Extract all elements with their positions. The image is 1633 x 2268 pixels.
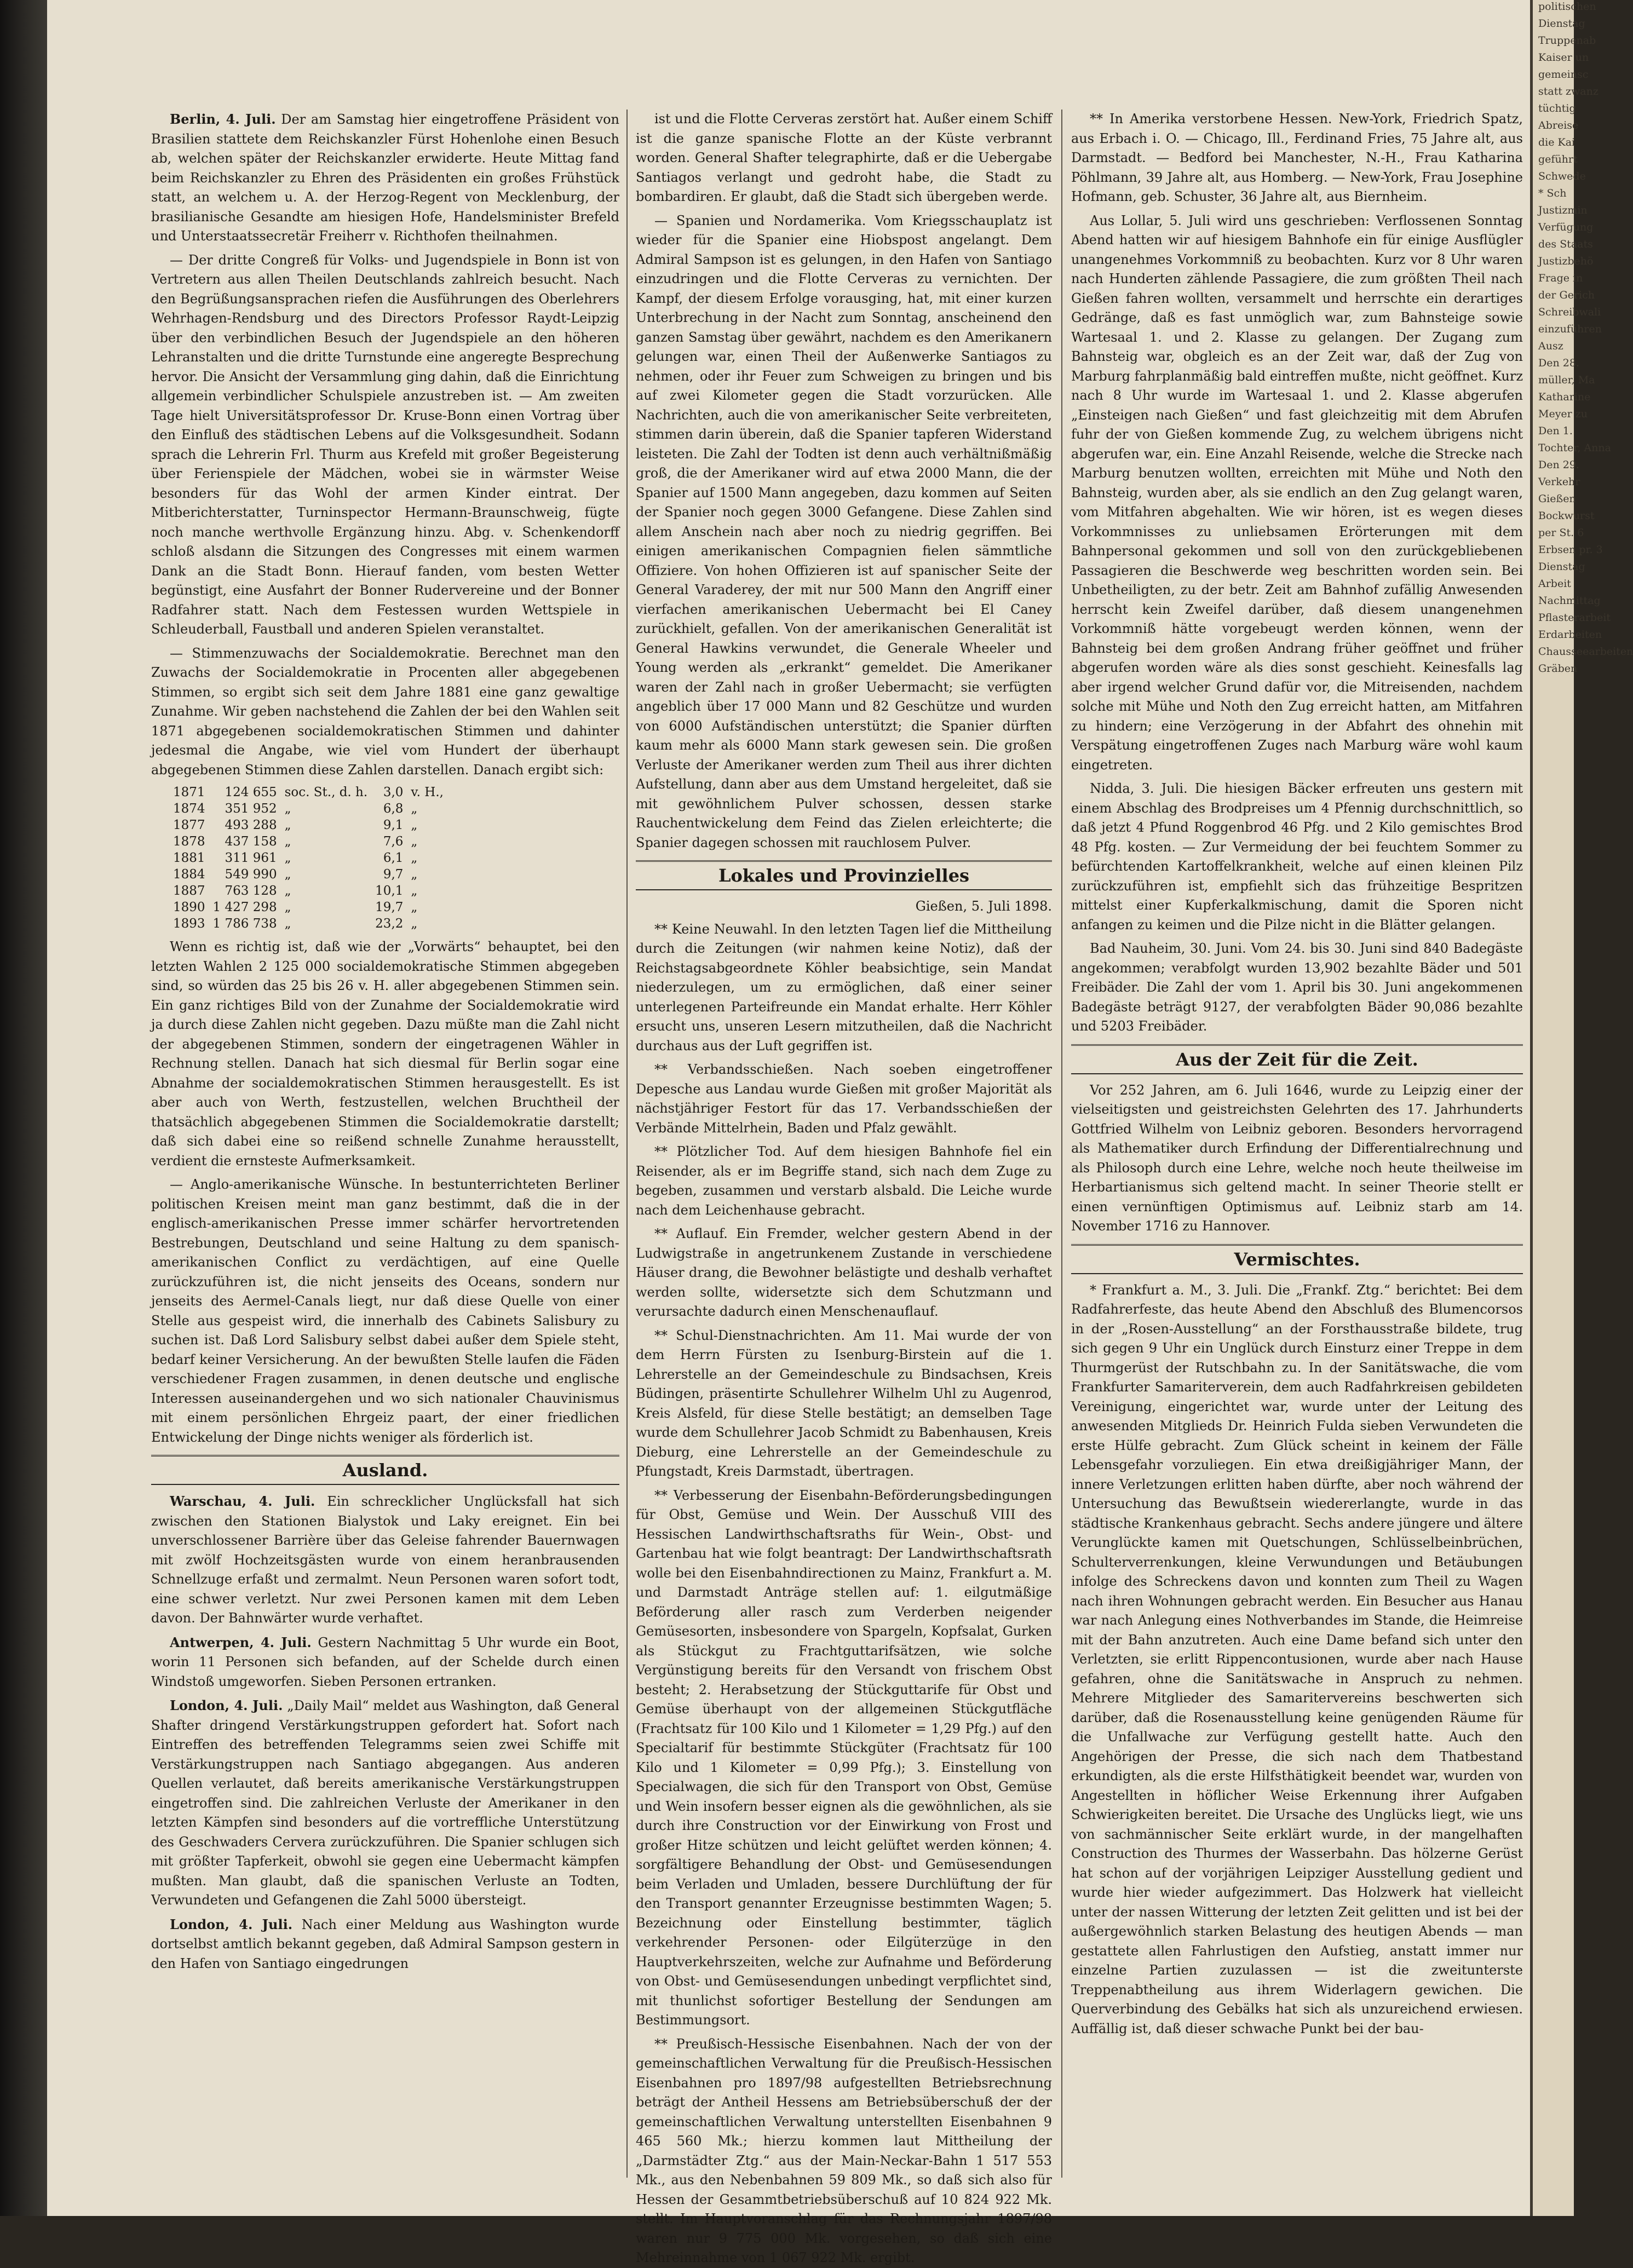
table-cell: 6,1 — [383, 851, 404, 865]
table-cell: 1887 — [173, 884, 205, 898]
table-row — [173, 883, 451, 899]
table-cell: „ — [284, 818, 291, 832]
table-cell: „ — [284, 867, 291, 882]
table-cell: 1 786 738 — [212, 917, 277, 931]
article-text: Gestern Nachmittag 5 Uhr wurde ein Boot, worin 11 Personen sich befanden, auf der Schelde durch einen Windstoß umgeworfen. Sieben Personen ertranken. — [151, 1634, 619, 1689]
adjacent-fragment: Pflasterarbeit — [1538, 612, 1611, 624]
adjacent-fragment: politischen — [1538, 1, 1596, 13]
adjacent-fragment: tüchtig — [1538, 102, 1576, 114]
article-lollar: Aus Lollar, 5. Juli wird uns geschrieben: Verflossenen Sonntag Abend hatten wir auf hiesigem Bahnhofe ein für einige Ausflügler unangenehmes Vorkommniß zu beobachten. Kurz vor 8 Uhr waren nach Hunderten zählende Passagiere, die zum größten Theil nach Gießen fahren wollten, versammelt und herrschte ein derartiges Gedränge, daß es fast unmöglich war, zum Bahnsteige sowie Wartesaal 1. und 2. Klasse zu gelangen. Der Zugang zum Bahnsteig war, obgleich es an der Zeit war, daß der Zug von Marburg fahrplanmäßig bald eintreffen mußte, nicht geöffnet. Kurz nach 8 Uhr wurde im Wartesaal 1. und 2. Klasse abgerufen „Einsteigen nach Gießen“ und fast gleichzeitig mit dem Abrufen fuhr der von Gießen kommende Zug, zu welchem übrigens nicht abgerufen war, ein. Eine Anzahl Reisende, welche die Strecke nach Marburg benutzen wollten, erreichten mit Mühe und Noth den Bahnsteig, wurden aber, als sie endlich an den Zug gelangt waren, vom Mitfahren abgehalten. Wie wir hören, ist es wegen dieses Vorkommnisses zu unliebsamen Erörterungen mit dem Bahnpersonal gekommen und soll von den zurückgebliebenen Passagieren die Beschwerde weg beschritten worden sein. Bei Unbetheiligten, zu der betr. Zeit am Bahnhof zufällig Anwesenden herrscht kein Zweifel darüber, daß diesem unangenehmen Vorkommniß hätte vorgebeugt werden können, wenn der Bahnsteig bei dem großen Andrang früher geöffnet und früher abgerufen worden wäre als dies sonst geschieht. Keinesfalls lag aber irgend welcher Grund dafür vor, die Mitreisenden, nachdem solche mit Mühe und Noth den Zug erreicht hatten, am Mitfahren zu hindern; eine Verzögerung in der Abfahrt des ohnehin mit Verspätung eingetroffenen Zuges nach Marburg wäre wohl kaum eingetreten. — [1071, 212, 1523, 773]
table-cell: 763 128 — [225, 884, 277, 898]
article-warschau — [151, 1492, 619, 1628]
table-cell: 1893 — [173, 917, 205, 931]
table-cell: „ — [411, 818, 418, 832]
adjacent-fragment: Den 28. — [1538, 357, 1579, 369]
article-leibniz: Vor 252 Jahren, am 6. Juli 1646, wurde zu Leipzig einer der vielseitigsten und geistreichsten Gelehrten des 17. Jahrhunderts Gottfried Wilhelm von Leibniz geboren. Besonders hervorragend als Mathematiker durch Erfindung der Differentialrechnung und als Philosoph durch eine Lehre, welche noch heute theilweise im Herbartianismus sich geltend macht. In seiner Theorie stellt er einen vernünftigen Optimismus auf. Leibniz starb am 14. November 1716 zu Hannover. — [1071, 1082, 1523, 1234]
adjacent-fragment: * Sch — [1538, 187, 1567, 199]
adjacent-fragment: Den 1. — [1538, 425, 1573, 437]
local-auflauf: ** Auflauf. Ein Fremder, welcher gestern Abend in der Ludwigstraße in angetrunkenem Zustande in verschiedene Häuser drang, die Bewohner belästigte und deshalb verhaftet werden sollte, widersetzte sich dem Schutzmann und verursachte dadurch einen Menschenauflauf. — [636, 1226, 1052, 1319]
article-nidda: Nidda, 3. Juli. Die hiesigen Bäcker erfreuten uns gestern mit einem Abschlag des Brodpreises um 4 Pfennig durchschnittlich, so daß jetzt 4 Pfund Roggenbrod 46 Pfg. und 2 Kilo gemischtes Brod 48 Pfg. kosten. — Zur Vermeidung der bei feuchtem Sommer zu befürchtenden Kartoffelkrankheit, welche auf einen kleinen Pilz zurückzuführen ist, empfiehlt sich das frühzeitige Bespritzen mittelst einer Kupferkalkmischung, damit die Sporen nicht anfangen zu keimen und die Pilze nicht in die Blätter gelangen. — [1071, 781, 1523, 932]
table-cell: „ — [284, 802, 291, 816]
table-cell: 1877 — [173, 818, 205, 832]
column-3 — [1071, 110, 1523, 2183]
column-1 — [151, 110, 619, 2183]
table-cell: „ — [411, 867, 418, 882]
section-dateline: Gießen, 5. Juli 1898. — [915, 899, 1052, 914]
table-cell: 1881 — [173, 851, 205, 865]
adjacent-fragment: Justizmin — [1538, 204, 1588, 216]
adjacent-fragment: Erbsen pr. 3 — [1538, 544, 1603, 556]
adjacent-fragment: Katharine — [1538, 391, 1591, 403]
article-anglo: — Anglo-amerikanische Wünsche. In bestunterrichteten Berliner politischen Kreisen meint man ganz bestimmt, daß die in der englisch-amerikanischen Presse immer schärfer hervortretenden Bestrebungen, Deutschland und seine Haltung zu dem spanisch-amerikanischen Conflict zu verdächtigen, auf eine Quelle zurückzuführen ist, die nicht jenseits des Oceans, sondern nur jenseits des Aermel-Canals liegt, nur daß diese Quelle von einer Stelle aus gespeist wird, die innerhalb des Cabinets Salisbury zu suchen ist. Daß Lord Salisbury selbst dabei außer dem Spiele steht, bedarf keiner Versicherung. An der bewußten Stelle laufen die Fäden verschiedener Fragen zusammen, in denen deutsche und englische Interessen auseinandergehen und wo sich nationaler Chauvinismus mit einem persönlichen Ehrgeiz paart, der einer friedlichen Entwickelung der Dinge nichts weniger als förderlich ist. — [151, 1177, 619, 1445]
adjacent-fragment: Kaiser un — [1538, 51, 1589, 64]
article-text: Ein schrecklicher Unglücksfall hat sich zwischen den Stationen Bialystok und Laky ereignet. Ein bei unverschlossener Barrière über das Geleise fahrender Bauernwagen mit zwölf Hochzeitsgästen wurde von einem heranbrausenden Schnellzuge erfaßt und zermalmt. Neun Personen waren sofort todt, eine schwer verletzt. Nur zwei Personen kamen mit dem Leben davon. Der Bahnwärter wurde verhaftet. — [151, 1494, 619, 1626]
table-row — [173, 916, 451, 932]
adjacent-fragment: die Kai — [1538, 136, 1576, 148]
table-cell: 19,7 — [375, 900, 404, 914]
table-row — [173, 899, 451, 916]
adjacent-fragment: Gießen — [1538, 493, 1576, 505]
table-cell: 6,8 — [383, 802, 404, 816]
table-cell: 1884 — [173, 867, 205, 882]
section-heading-lokales: Lokales und Provinzielles — [636, 860, 1052, 890]
column-2 — [636, 110, 1052, 2265]
table-row — [173, 817, 451, 833]
adjacent-fragment: Ausz — [1538, 340, 1563, 352]
table-cell: „ — [411, 900, 418, 914]
local-eisenbahn-obst: ** Verbesserung der Eisenbahn-Beförderungsbedingungen für Obst, Gemüse und Wein. Der Ausschuß VIII des Hessischen Landwirthschaftsraths für Wein-, Obst- und Gartenbau hat wie folgt beantragt: Der Landwirthschaftsrath wolle bei den Eisenbahndirectionen zu Mainz, Frankfurt a. M. und Darmstadt Anträge stellen auf: 1. eilgutmäßige Beförderung aller rasch zum Verderben neigender Gemüsesorten, insbesondere von Spargeln, Kopfsalat, Gurken als Stückgut zu Frachtguttarifsätzen, wie solche Vergünstigung bereits für den Versandt von frischem Obst besteht; 2. Herabsetzung der Stückguttarife für Obst und Gemüse überhaupt von der allgemeinen Stückgutfläche (Frachtsatz für 100 Kilo und 1 Kilometer = 1,29 Pfg.) auf den Specialtarif für bestimmte Stückgüter (Frachtsatz für 100 Kilo und 1 Kilometer = 0,99 Pfg.); 3. Einstellung von Specialwagen, die sich für den Transport von Obst, Gemüse und Wein insofern besser eignen als die gewöhnlichen, als sie durch ihre Construction vor der Einwirkung von Frost und großer Hitze schützen und leicht gelüftet werden können; 4. sorgfältigere Behandlung der Obst- und Gemüsesendungen beim Verladen und Umladen, bessere Durchlüftung der für den Transport genannter Erzeugnisse bestimmten Wagen; 5. Bezeichnung oder Einstellung bestimmter, täglich verkehrender Personen- oder Eilgüterzüge in den Hauptverkehrszeiten, welche zur Aufnahme und Beförderung von Obst- und Gemüsesendungen unbedingt verpflichtet sind, mit thunlichst sofortiger Bestellung der Sendungen am Bestimmungsort. — [636, 1487, 1052, 2028]
table-cell: soc. St., d. h. — [284, 785, 368, 799]
adjacent-fragment: Meyer zu — [1538, 408, 1588, 420]
table-row — [173, 833, 451, 850]
section-heading-zeit: Aus der Zeit für die Zeit. — [1071, 1044, 1523, 1074]
local-ploetzlicher-tod: ** Plötzlicher Tod. Auf dem hiesigen Bahnhofe fiel ein Reisender, als er im Begriffe stand, sich nach dem Zuge zu begeben, zusammen und verstarb alsbald. Die Leiche wurde nach dem Leichenhause gebracht. — [636, 1144, 1052, 1218]
dateline: Antwerpen, 4. Juli. — [170, 1634, 312, 1650]
table-cell: 23,2 — [375, 917, 404, 931]
adjacent-fragment: einzuführen — [1538, 323, 1602, 335]
article-london-1 — [151, 1696, 619, 1910]
adjacent-page-edge — [1530, 0, 1633, 2216]
table-cell: „ — [284, 900, 291, 914]
adjacent-fragment: müller, Ma — [1538, 374, 1595, 386]
dateline: London, 4. Juli. — [170, 1697, 283, 1713]
adjacent-fragment: Schwede — [1538, 170, 1586, 182]
adjacent-fragment: Bockwurst — [1538, 510, 1595, 522]
article-vorwaerts: Wenn es richtig ist, daß wie der „Vorwärts“ behauptet, bei den letzten Wahlen 2 125 000 socialdemokratische Stimmen abgegeben sind, so würden das 25 bis 26 v. H. aller abgegebenen Stimmen sein. Ein ganz richtiges Bild von der Zunahme der Socialdemokratie wird ja durch diese Zahlen nicht gegeben. Dazu müßte man die Zahl nicht der abgegebenen Stimmen, sondern der eingetragenen Wähler in Rechnung stellen. Danach hat sich diesmal für Berlin sogar eine Abnahme der socialdemokratischen Stimmen herausgestellt. Es ist aber auch von Werth, festzustellen, welchen Bruchtheil der thatsächlich abgegebenen Stimmen die Socialdemokratie darstellt; daß sich dabei eine so reißend schnelle Zunahme herausstellt, verdient die ernsteste Aufmerksamkeit. — [151, 939, 619, 1168]
local-preussisch-hessisch: ** Preußisch-Hessische Eisenbahnen. Nach der von der gemeinschaftlichen Verwaltung für die Preußisch-Hessischen Eisenbahnen pro 1897/98 aufgestellten Betriebsrechnung beträgt der Antheil Hessens am Betriebsüberschuß der der gemeinschaftlichen Verwaltung unterstellten Eisenbahnen 9 465 560 Mk.; hierzu kommen laut Mittheilung der „Darmstädter Ztg.“ aus der Main-Neckar-Bahn 1 517 553 Mk., aus den Nebenbahnen 59 809 Mk., so daß sich also für Hessen der Gesammtbetriebsüberschuß auf 10 824 922 Mk. stellt. Im Hauptvoranschlag für das Rechnungsjahr 1897/98 waren nur 9 775 000 Mk. vorgesehen, so daß sich eine Mehreinnahme von 1 067 922 Mk. ergibt. — [636, 2036, 1052, 2265]
adjacent-fragment: Abreise — [1538, 119, 1579, 131]
local-keine-neuwahl: ** Keine Neuwahl. In den letzten Tagen lief die Mittheilung durch die Zeitungen (wir nahmen keine Notiz), daß der Reichstagsabgeordnete Köhler beabsichtige, sein Mandat niederzulegen, um zu ermöglichen, daß einer seiner unterlegenen Parteifreunde ein Mandat erhalte. Herr Köhler ersucht uns, unseren Lesern mitzutheilen, daß die Nachricht durchaus aus der Luft gegriffen ist. — [636, 921, 1052, 1054]
adjacent-fragment: Justizbehö — [1538, 255, 1594, 267]
section-heading-vermischtes: Vermischtes. — [1071, 1244, 1523, 1274]
adjacent-fragment: Dienstag — [1538, 18, 1585, 30]
votes-table — [173, 784, 451, 932]
adjacent-fragment: Truppenab — [1538, 34, 1596, 47]
article-text: Nach einer Meldung aus Washington wurde dortselbst amtlich bekannt gegeben, daß Admiral Sampson gestern in den Hafen von Santiago eingedrungen — [151, 1916, 619, 1971]
table-cell: 124 655 — [225, 785, 277, 799]
adjacent-fragment: der Gerich — [1538, 289, 1595, 301]
local-schul-dienst: ** Schul-Dienstnachrichten. Am 11. Mai wurde der von dem Herrn Fürsten zu Isenburg-Birstein auf die 1. Lehrerstelle an der Gemeindeschule zu Bindsachsen, Kreis Büdingen, präsentirte Schullehrer Wilhelm Uhl zu Augenrod, Kreis Alsfeld, für diese Stelle bestätigt; an demselben Tage wurde dem Schullehrer Jacob Schmidt zu Babenhausen, Kreis Dieburg, eine Lehrerstelle an der Gemeindeschule zu Pfungstadt, Kreis Darmstadt, übertragen. — [636, 1327, 1052, 1479]
adjacent-fragment: Gräben — [1538, 663, 1578, 675]
table-cell: v. H., — [411, 785, 444, 799]
adjacent-fragment: Verfügung — [1538, 221, 1594, 233]
table-cell: „ — [411, 851, 418, 865]
adjacent-fragment: Erdarbeiten — [1538, 629, 1602, 641]
table-cell: 311 961 — [225, 851, 277, 865]
adjacent-fragment: gemeinsc — [1538, 68, 1589, 80]
adjacent-fragment: Nachmittag — [1538, 595, 1601, 607]
table-cell: „ — [411, 802, 418, 816]
article-antwerpen — [151, 1633, 619, 1692]
table-row — [173, 850, 451, 866]
table-row — [173, 801, 451, 817]
table-cell: „ — [411, 917, 418, 931]
article-socialdemokratie: — Stimmenzuwachs der Socialdemokratie. Berechnet man den Zuwachs der Socialdemokratie in Procenten aller abgegebenen Stimmen, so ergibt sich seit dem Jahre 1881 eine ganz gewaltige Zunahme. Wir geben nachstehend die Zahlen der bei den Wahlen seit 1871 abgegebenen socialdemokratischen Stimmen und dahinter jedesmal die Angabe, wie viel vom Hundert der überhaupt abgegebenen Stimmen diese Zahlen darstellen. Danach ergibt sich: — [151, 645, 619, 778]
table-cell: „ — [411, 834, 418, 849]
adjacent-fragment: Arbeit — [1538, 578, 1571, 590]
adjacent-fragment: des Staats — [1538, 238, 1593, 250]
table-row — [173, 784, 451, 801]
table-cell: 1890 — [173, 900, 205, 914]
table-cell: 493 288 — [225, 818, 277, 832]
table-cell: „ — [284, 884, 291, 898]
adjacent-fragment: Chausseearbeiten — [1538, 646, 1633, 658]
newspaper-page — [47, 0, 1633, 2265]
table-cell: 1871 — [173, 785, 205, 799]
adjacent-fragment: per St. 6 — [1538, 527, 1584, 539]
article-berlin-1 — [151, 110, 619, 246]
adjacent-fragment: Tochter, Anna — [1538, 442, 1611, 454]
dateline: Warschau, 4. Juli. — [170, 1493, 315, 1509]
table-cell: 437 158 — [225, 834, 277, 849]
table-cell: 549 990 — [225, 867, 277, 882]
adjacent-fragment: geführt — [1538, 153, 1578, 165]
column-rule — [1061, 110, 1062, 2178]
article-bad-nauheim: Bad Nauheim, 30. Juni. Vom 24. bis 30. Juni sind 840 Badegäste angekommen; verabfolgt wurden 13,902 bezahlte Bäder und 501 Freibäder. Die Zahl der vom 1. April bis 30. Juni angekommenen Badegäste beträgt 9127, der verabfolgten Bäder 90,086 bezahlte und 5203 Freibäder. — [1071, 941, 1523, 1034]
table-cell: 9,1 — [383, 818, 404, 832]
dateline: Berlin, 4. Juli. — [170, 111, 276, 127]
article-amerika-hessen: ** In Amerika verstorbene Hessen. New-York, Friedrich Spatz, aus Erbach i. O. — Chicago, Ill., Ferdinand Fries, 75 Jahre alt, aus Darmstadt. — Bedford bei Manchester, N.-H., Frau Katharina Pöhlmann, 39 Jahre alt, aus Homberg. — New-York, Frau Josephine Hofmann, geb. Schuster, 36 Jahre alt, aus Biernheim. — [1071, 111, 1523, 204]
section-heading-ausland: Ausland. — [151, 1455, 619, 1485]
adjacent-fragment: Schreibwali — [1538, 306, 1601, 318]
table-cell: „ — [284, 851, 291, 865]
table-cell: 9,7 — [383, 867, 404, 882]
dateline: London, 4. Juli. — [170, 1916, 293, 1932]
table-cell: 1878 — [173, 834, 205, 849]
article-jugendspiele: — Der dritte Congreß für Volks- und Jugendspiele in Bonn ist von Vertretern aus allen Theilen Deutschlands zahlreich besucht. Nach den Begrüßungsansprachen riefen die Ausführungen des Oberlehrers Wehrhagen-Rendsburg und des Directors Professor Raydt-Leipzig über den verbindlichen Besuch der Jugendspiele an den höheren Lehranstalten und die dritte Turnstunde eine angeregte Besprechung hervor. Die Ansicht der Versammlung ging dahin, daß die Einrichtung allgemein verbindlicher Schulspiele anzustreben ist. — Am zweiten Tage hielt Universitätsprofessor Dr. Kruse-Bonn einen Vortrag über den Einfluß des städtischen Lebens auf die Volksgesundheit. Sodann sprach die Lehrerin Frl. Thurm aus Krefeld mit großer Begeisterung über Ferienspiele der Mädchen, wobei sie in wärmster Weise besonders für das Wohl der armen Kinder eintrat. Der Mitberichterstatter, Turninspector Hermann-Braunschweig, fügte noch manche werthvolle Ergänzung hinzu. Abg. v. Schenkendorff schloß alsdann die Sitzungen des Congresses mit einem warmen Dank an die Stadt Bonn. Hierauf fanden, vom besten Wetter begünstigt, eine Ausfahrt der Bonner Rudervereine und der Bonner Radfahrer statt. Nach dem Festessen wurden Wettspiele in Schleuderball, Faustball und anderen Spielen veranstaltet. — [151, 252, 619, 637]
book-spine — [0, 0, 47, 2216]
table-cell: 10,1 — [375, 884, 404, 898]
table-cell: 351 952 — [225, 802, 277, 816]
table-cell: 1 427 298 — [212, 900, 277, 914]
adjacent-page-text — [1533, 0, 1633, 676]
article-text: Der am Samstag hier eingetroffene Präsident von Brasilien stattete dem Reichskanzler Fürst Hohenlohe einen Besuch ab, welchen später der Reichskanzler erwiderte. Heute Mittag fand beim Reichskanzler zu Ehren des Präsidenten ein großes Frühstück statt, an welchem u. A. der Herzog-Regent von Mecklenburg, der brasilianische Gesandte am hiesigen Hofe, Handelsminister Brefeld und Unterstaatssecretär Freiherr v. Richthofen theilnahmen. — [151, 112, 619, 244]
article-frankfurt: * Frankfurt a. M., 3. Juli. Die „Frankf. Ztg.“ berichtet: Bei dem Radfahrerfeste, das heute Abend den Abschluß des Blumencorsos in der „Rosen-Ausstellung“ an der Forsthausstraße bildete, trug sich gegen 9 Uhr ein Unglück durch Einsturz einer Treppe in dem Thurmgerüst der Rutschbahn zu. In der Sanitätswache, die vom Frankfurter Samariterverein, dem auch Radfahrkreisen gebildeten Vereinigung, eingerichtet war, wurde unter der Leitung des anwesenden Mitglieds Dr. Heinrich Fulda sieben Verwundeten die erste Hülfe gebracht. Zum Glück scheint in keinem der Fälle Lebensgefahr vorzuliegen. Ein etwa dreißigjähriger Mann, der innere Verletzungen erlitten haben dürfte, aber noch während der Untersuchung das Bewußtsein wiedererlangte, wurde in das städtische Krankenhaus gebracht. Sechs andere jüngere und ältere Verunglückte kamen mit Quetschungen, Schlüsselbeinbrüchen, Schulterverrenkungen, kleine Verwundungen und Betäubungen infolge des Schreckens davon und konnten zum Theil zu Wagen nach ihren Wohnungen gebracht werden. Ein Besucher aus Hanau war nach Anlegung eines Nothverbandes im Stande, die Heimreise mit der Bahn anzutreten. Auch eine Dame befand sich unter den Verletzten, sie erlitt Rippencontusionen, wurde aber nach Hause gefahren, ohne die Sanitätswache in Anspruch zu nehmen. Mehrere Mitglieder des Samaritervereins beschwerten sich darüber, daß die Rosenausstellung keine genügenden Räume für die Unfallwache zur Verfügung gestellt hatte. Auch den Angehörigen der Presse, die sich nach dem Thatbestand erkundigten, als die erste Hilfsthätigkeit beendet war, wurden von Angestellten in höflicher Weise Erkennung ihrer Aufgaben Schwierigkeiten bereitet. Die Ursache des Unglücks liegt, wie uns von sachmännischer Seite erklärt wurde, in der mangelhaften Construction des Thurmes der Wasserbahn. Das hölzerne Gerüst hat schon auf der vorjährigen Leipziger Ausstellung gedient und wurde hier wieder aufgezimmert. Das Holzwerk hat vielleicht unter der nassen Witterung der letzten Zeit gelitten und ist bei der außergewöhnlich starken Belastung des heutigen Abends — man gestattete allen Fahrlustigen den Aufstieg, anstatt immer nur einzelne Partien zuzulassen — ist die zweitunterste Treppenabtheilung aus ihrem Widerlagern gewichen. Die Querverbindung des Gebälks hat sich als unzureichend erwiesen. Auffällig ist, daß dieser schwache Punkt bei der bau- — [1071, 1282, 1523, 2036]
table-cell: 7,6 — [383, 834, 404, 849]
table-cell: „ — [411, 884, 418, 898]
article-london-2 — [151, 1915, 619, 1974]
adjacent-fragment: Dienstag — [1538, 561, 1585, 573]
column-rule — [626, 110, 628, 2178]
adjacent-fragment: Den 29. — [1538, 459, 1579, 471]
article-spanien-nordamerika: — Spanien und Nordamerika. Vom Kriegsschauplatz ist wieder für die Spanier eine Hiobspost angelangt. Dem Admiral Sampson ist es gelungen, in den Hafen von Santiago einzudringen und die Flotte Cerveras zu vernichten. Der Kampf, der diesem Erfolge vorausging, hat, mit einer kurzen Unterbrechung in der Nacht zum Sonntag, anscheinend den ganzen Samstag über gewährt, nachdem es den Amerikanern gelungen war, einen Theil der Außenwerke Santiagos zu nehmen, oder ihr Feuer zum Schweigen zu bringen und bis auf zwei Kilometer gegen die Stadt vorzurücken. Alle Nachrichten, auch die von amerikanischer Seite verbreiteten, stimmen darin überein, daß die Spanier tapferen Widerstand leisteten. Die Zahl der Todten ist denn auch verhältnißmäßig groß, die der Amerikaner wird auf etwa 2000 Mann, die der Spanier auf 1500 Mann angegeben, dazu kommen auf Seiten der Spanier noch gegen 3000 Gefangene. Diese Zahlen sind allem Anschein nach aber noch zu niedrig gegriffen. Bei einigen amerikanischen Compagnien fielen sämmtliche Offiziere. Von hohen Offizieren ist auf spanischer Seite der General Varaderey, der mit nur 500 Mann den Angriff einer vierfachen amerikanischen Uebermacht bei El Caney zurückhielt, gefallen. Von der amerikanischen Generalität ist General Hawkins verwundet, die Generale Wheeler und Young werden als „erkrankt“ gemeldet. Die Amerikaner waren der Zahl nach in großer Uebermacht; sie verfügten angeblich über 17 000 Mann und 82 Geschütze und wurden von 6000 Aufständischen unterstützt; die Spanier dürften kaum mehr als 6000 Mann stark gewesen sein. Die großen Verluste der Amerikaner werden zum Theil aus ihrer dichten Aufstellung, dann aber aus dem Umstand hergeleitet, daß sie mit gewöhnlichem Pulver schossen, dessen starke Rauchentwickelung dem Feind das Zielen erleichterte; die Spanier dagegen schossen mit rauchlosem Pulver. — [636, 212, 1052, 850]
article-text: „Daily Mail“ meldet aus Washington, daß General Shafter dringend Verstärkungstruppen gefordert hat. Sofort nach Eintreffen des betreffenden Telegramms seien zwei Schiffe mit Verstärkungstruppen nach Santiago abgegangen. Aus anderen Quellen verlautet, daß bereits amerikanische Verstärkungstruppen eingetroffen sind. Die zahlreichen Verluste der Amerikaner in den letzten Kämpfen sind besonders auf die vortreffliche Unterstützung des Geschwaders Cervera zurückzuführen. Die Spanier schlugen sich mit größter Tapferkeit, obwohl sie gegen eine Uebermacht kämpfen mußten. Man glaubt, daß die spanischen Verluste an Todten, Verwundeten und Gefangenen die Zahl 5000 übersteigt. — [151, 1698, 619, 1908]
article-santiago: ist und die Flotte Cerveras zerstört hat. Außer einem Schiff ist die ganze spanische Flotte an der Küste verbrannt worden. General Shafter telegraphirte, daß er die Uebergabe Santiagos verlangt und gedroht habe, die Stadt zu bombardiren. Er glaubt, daß die Stadt sich übergeben werde. — [636, 111, 1052, 204]
adjacent-fragment: statt zwanz — [1538, 85, 1599, 97]
table-cell: „ — [284, 834, 291, 849]
table-row — [173, 866, 451, 883]
table-cell: 3,0 — [383, 785, 404, 799]
local-verbandsschiessen: ** Verbandsschießen. Nach soeben eingetroffener Depesche aus Landau wurde Gießen mit großer Majorität als nächstjähriger Festort für das 17. Verbandsschießen der Verbände Mittelrhein, Baden und Pfalz gewählt. — [636, 1062, 1052, 1136]
table-cell: „ — [284, 917, 291, 931]
adjacent-fragment: Frage in — [1538, 272, 1583, 284]
adjacent-fragment: Verkehr — [1538, 476, 1580, 488]
table-cell: 1874 — [173, 802, 205, 816]
